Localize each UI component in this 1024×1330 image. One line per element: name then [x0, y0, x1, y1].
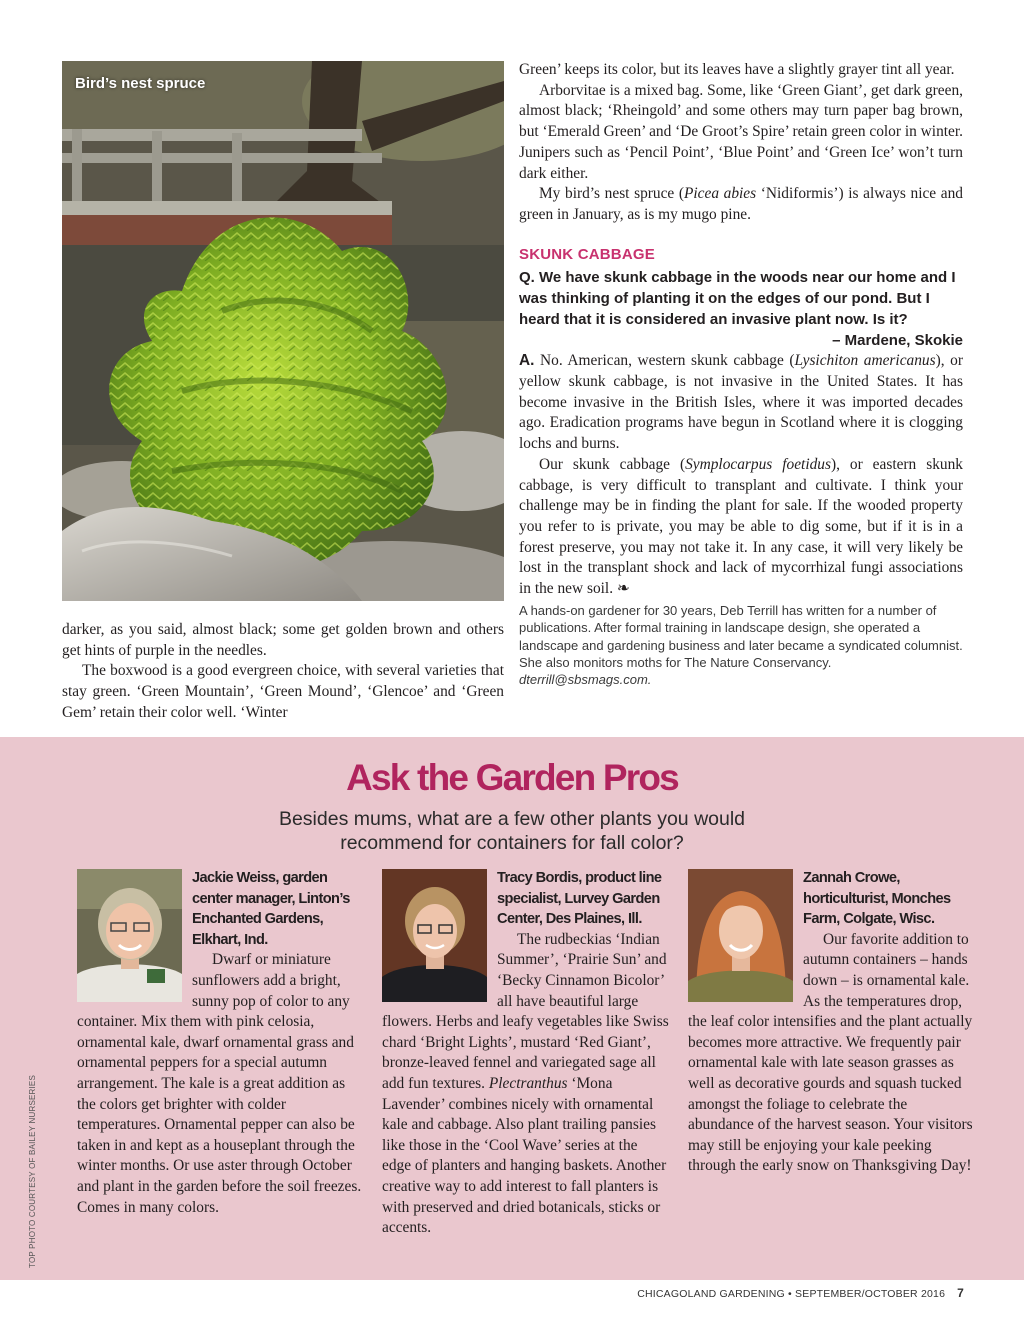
photo-credit: TOP PHOTO COURTESY OF BAILEY NURSERIES — [28, 1075, 37, 1268]
page-number: 7 — [957, 1286, 964, 1300]
avatar — [688, 869, 793, 1002]
answer-paragraph-1: A. No. American, western skunk cabbage (Lysichiton americanus), or yellow skunk cabbage, is not invasive in the United States. It has become invasive in the British Isles, where it was imported decades ago. Eradication programs have begun in Scotland where it is clogging lochs and burns. — [519, 352, 964, 453]
pro-answer-text: Dwarf or miniature sunflowers add a bright, sunny pop of color to any container. Mix them with pink celosia, ornamental kale, dwarf ornamental grass and ornamental peppers for a special autumn arrangement. The kale is a great addition as the colors get brighter with colder temperatures. Ornamental pepper can also be taken in and kept as a houseplant through the winter months. Or use aster through October and plant in the garden before the soil freezes. Comes in many colors. — [77, 951, 362, 1216]
left-paragraph-1: darker, as you said, almost black; some get golden brown and others get hints of purple in the needles. — [62, 621, 504, 659]
right-paragraph-1: Green’ keeps its color, but its leaves have a slightly grayer tint all year. — [519, 61, 955, 78]
pro-answer-text: The rudbeckias ‘Indian Summer’, ‘Prairie Sun’ and ‘Becky Cinnamon Bicolor’ all have beautiful large flowers. Herbs and leafy vegetables like Swiss chard ‘Bright Lights’, mustard ‘Red Giant’, bronze-leaved fennel and variegated sage all add fun textures. Plectranthus ‘Mona Lavender’ combines nicely with ornamental kale and cabbage. Also plant trailing pansies like those in the ‘Cool Wave’ series at the edge of planters and hanging baskets. Another creative way to add interest to fall planters is with preserved and dried botanicals, sticks or accents. — [382, 930, 669, 1237]
reader-question: Q. We have skunk cabbage in the woods near our home and I was thinking of planting it on the edges of our pond. But I heard that it is considered an invasive plant now. Is it? — [519, 269, 956, 329]
author-bio-text: A hands-on gardener for 30 years, Deb Terrill has written for a number of publications. After formal training in landscape design, she operated a landscape and gardening business and later became a syndicated columnist. She also monitors moths for The Nature Conservancy. — [519, 602, 963, 670]
panel-question: Besides mums, what are a few other plants you would recommend for containers for fall color? — [278, 808, 746, 854]
section-heading-skunk-cabbage: SKUNK CABBAGE — [519, 245, 655, 263]
panel-title: Ask the Garden Pros — [346, 757, 678, 798]
spruce-photo — [62, 61, 504, 601]
end-mark-icon: ❧ — [616, 580, 630, 598]
pro-answer-1 — [77, 868, 364, 1218]
right-paragraph-2: Arborvitae is a mixed bag. Some, like ‘Green Giant’, get dark green, almost black; ‘Rheingold’ and some others may turn paper bag brown, but ‘Emerald Green’ and ‘De Groot’s Spire’ retain green color in winter. Junipers such as ‘Pencil Point’, ‘Blue Point’ and ‘Green Ice’ won’t turn dark either. — [519, 81, 963, 182]
pro-name-tracy-bordis: Tracy Bordis, product line specialist, Lurvey Garden Center, Des Plaines, Ill. — [497, 870, 662, 928]
right-paragraph-3: My bird’s nest spruce (Picea abies ‘Nidiformis’) is always nice and green in January, as is my mugo pine. — [519, 185, 963, 223]
pro-answer-2 — [382, 868, 669, 1239]
avatar — [382, 869, 487, 1002]
spruce-illustration — [62, 61, 504, 601]
pro-answer-3 — [688, 868, 975, 1177]
avatar — [77, 869, 182, 1002]
right-column — [519, 60, 963, 689]
answer-paragraph-2: Our skunk cabbage (Symplocarpus foetidus), or eastern skunk cabbage, is very difficult to transplant and cultivate. I think your challenge may be in finding the plant for sale. If the wooded property you refer to is private, you may be able to dig some, but if it is in a forest preserve, you may not take it. In any case, it will very likely be lost in the transplant shock and lack of mycorrhizal fungi associations in the new soil. ❧ — [519, 455, 963, 598]
publication-name: CHICAGOLAND GARDENING • SEPTEMBER/OCTOBER 2016 — [637, 1288, 946, 1300]
left-column — [62, 620, 504, 724]
pro-answer-text: Our favorite addition to autumn containers – hands down – is ornamental kale. As the temperatures drop, the leaf color intensifies and the plant actually becomes more attractive. We frequently pair ornamental kale with late season grasses as well as decorative gourds and squash tucked amongst the foliage to celebrate the abundance of the harvest season. Your visitors may still be enjoying your kale peeking through the early snow on Thanksgiving Day! — [688, 930, 973, 1175]
question-signature: – Mardene, Skokie — [832, 332, 963, 350]
pro-name-zannah-crowe: Zannah Crowe, horticulturist, Monches Farm, Colgate, Wisc. — [803, 870, 951, 928]
page-footer — [637, 1286, 964, 1300]
photo-caption: Bird’s nest spruce — [75, 75, 206, 92]
author-email-link[interactable]: dterrill@sbsmags.com. — [519, 672, 652, 688]
pro-name-jackie-weiss: Jackie Weiss, garden center manager, Linton’s Enchanted Gardens, Elkhart, Ind. — [192, 870, 350, 948]
author-bio — [519, 602, 963, 689]
left-paragraph-2: The boxwood is a good evergreen choice, with several varieties that stay green. ‘Green Mountain’, ‘Green Mound’, ‘Glencoe’ and ‘Green Gem’ retain their color well. ‘Winter — [62, 662, 504, 721]
